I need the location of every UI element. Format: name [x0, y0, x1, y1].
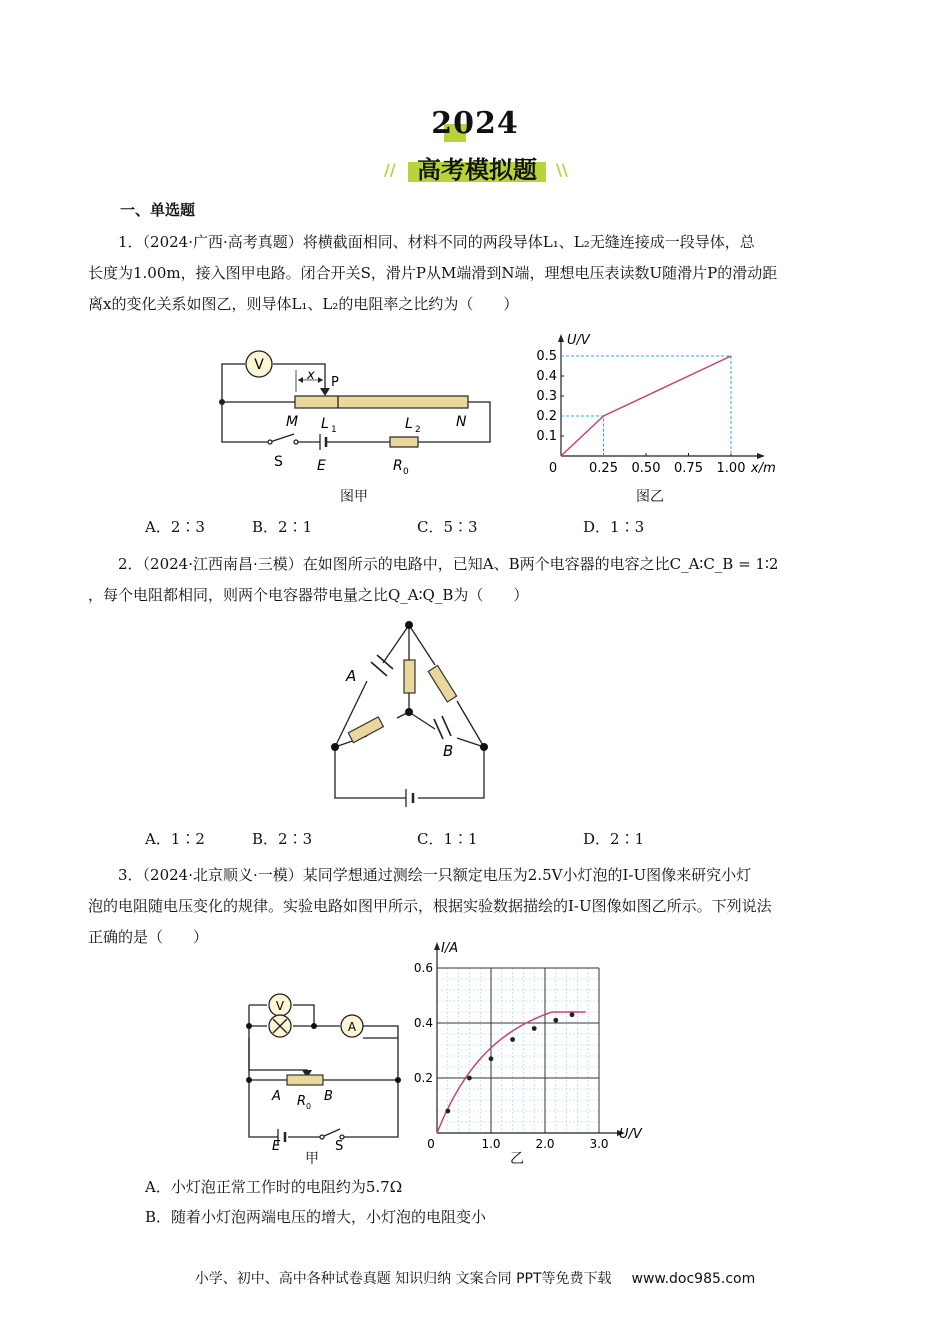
- x-tick-label: 0.50: [631, 461, 661, 476]
- switch-blade: [322, 1129, 340, 1137]
- q3-fig-b-caption: 乙: [510, 1151, 524, 1167]
- rheostat-r0: [287, 1075, 323, 1085]
- y-axis-arrow: [558, 334, 564, 342]
- y-axis-arrow: [434, 942, 440, 950]
- footer-site[interactable]: www.doc985.com: [631, 1271, 756, 1287]
- data-point: [532, 1026, 537, 1031]
- x-tick-label: 0: [548, 461, 558, 476]
- x-axis-arrow: [757, 453, 765, 459]
- rheostat-label-r0: R: [297, 1094, 307, 1109]
- y-tick-label: 0.6: [413, 961, 433, 975]
- conductor-label-l2-sub: 2: [415, 425, 421, 435]
- question-1-text: [88, 227, 860, 320]
- q2-option-a[interactable]: A．1∶2: [145, 830, 205, 848]
- x-tick-label: 0.75: [674, 461, 703, 476]
- resistor-right-edge: [428, 666, 456, 702]
- voltmeter-label: V: [275, 999, 285, 1013]
- series-line: [561, 356, 731, 456]
- data-point: [445, 1109, 450, 1114]
- y-tick-label: 0.1: [536, 429, 557, 444]
- q2-line-1: 2．（2024·江西南昌·三模）在如图所示的电路中，已知A、B两个电容器的电容之比C_A∶C_B = 1∶2: [118, 555, 779, 573]
- junction-dot: [395, 1077, 401, 1083]
- left-slash-decoration: //: [384, 160, 396, 179]
- q1-fig-b-caption: 图乙: [636, 489, 664, 505]
- junction-dot: [246, 1077, 252, 1083]
- end-label-n: N: [456, 414, 467, 430]
- conductor-bar: [295, 396, 468, 408]
- x-tick-label: 2.0: [535, 1137, 555, 1150]
- battery-label-e: E: [272, 1139, 281, 1150]
- q2-triangle-circuit: [320, 615, 500, 810]
- switch-blade: [270, 434, 294, 442]
- subtitle-banner: [402, 150, 552, 182]
- resistor-center-vertical: [404, 660, 415, 693]
- q2-option-d[interactable]: D．2∶1: [583, 830, 645, 848]
- y-tick-label: 0.4: [413, 1016, 433, 1030]
- q3-option-b[interactable]: B．随着小灯泡两端电压的增大，小灯泡的电阻变小: [145, 1208, 487, 1226]
- y-axis-label: I/A: [441, 941, 459, 956]
- rheostat-label-r0-sub: 0: [306, 1102, 312, 1111]
- q2-option-b[interactable]: B．2∶3: [252, 830, 313, 848]
- data-point: [467, 1076, 472, 1081]
- conductor-label-l1: L: [321, 416, 329, 432]
- end-label-m: M: [286, 414, 299, 430]
- capacitor-b-label: B: [443, 742, 454, 760]
- page-footer: [0, 1268, 950, 1288]
- q3-option-a[interactable]: A．小灯泡正常工作时的电阻约为5.7Ω: [145, 1178, 403, 1196]
- capacitor-a-label: A: [346, 667, 357, 685]
- x-axis-label: x/m: [751, 461, 776, 476]
- q1-line-3: 离x的变化关系如图乙，则导体L₁、L₂的电阻率之比约为（ ）: [88, 295, 519, 313]
- node-right: [480, 743, 488, 751]
- battery-label-e: E: [317, 458, 326, 474]
- x-tick-label: 1.0: [481, 1137, 501, 1150]
- x-axis-label: U/V: [619, 1127, 642, 1142]
- q1-line-2: 长度为1.00m，接入图甲电路。闭合开关S，滑片P从M端滑到N端，理想电压表读数U随滑片P的滑动距: [88, 264, 778, 282]
- rheostat-end-b-label: B: [324, 1089, 333, 1104]
- y-axis-label: U/V: [567, 333, 590, 348]
- q3-circuit-diagram: [230, 990, 410, 1150]
- conductor-label-l2: L: [405, 416, 413, 432]
- footer-text: 小学、初中、高中各种试卷真题 知识归纳 文案合同 PPT等免费下载: [194, 1271, 612, 1287]
- right-slash-decoration: \\: [556, 160, 568, 179]
- data-point: [553, 1018, 558, 1023]
- junction-dot: [246, 1023, 252, 1029]
- q3-iu-chart: [405, 940, 655, 1150]
- q1-ux-chart: [525, 330, 790, 480]
- data-point: [510, 1037, 515, 1042]
- voltmeter-label: V: [254, 357, 264, 373]
- data-point: [489, 1056, 494, 1061]
- y-tick-label: 0.2: [413, 1071, 433, 1085]
- q1-option-c[interactable]: C．5∶3: [417, 518, 478, 536]
- x-tick-label: 1.00: [716, 461, 746, 476]
- resistor-label-r0-sub: 0: [403, 467, 409, 477]
- node-left: [331, 743, 339, 751]
- x-tick-label: 0: [427, 1137, 435, 1150]
- node-top: [405, 621, 413, 629]
- ammeter-label: A: [347, 1020, 357, 1034]
- switch-label-s: S: [335, 1139, 344, 1150]
- capacitor-a-plate-1: [377, 655, 393, 669]
- y-tick-label: 0.4: [536, 369, 557, 384]
- q3-fig-a-caption: 甲: [305, 1151, 319, 1167]
- capacitor-a-plate-2: [371, 662, 387, 676]
- y-tick-label: 0.5: [536, 349, 557, 364]
- node-center: [405, 708, 413, 716]
- capacitor-b-plate-1: [434, 719, 443, 739]
- section-title: 一、单选题: [120, 201, 196, 219]
- question-2-text: [88, 549, 860, 611]
- slider-arrow: [320, 388, 330, 396]
- q1-circuit-diagram: [210, 340, 510, 510]
- q3-line-2: 泡的电阻随电压变化的规律。实验电路如图甲所示，根据实验数据描绘的I-U图像如图乙所示。下列说法: [88, 897, 772, 915]
- wire: [222, 364, 245, 402]
- resistor-center-left: [348, 717, 383, 743]
- wire: [363, 1026, 398, 1038]
- slider-label-p: P: [331, 375, 339, 390]
- y-tick-label: 0.3: [536, 389, 557, 404]
- q1-option-b[interactable]: B．2∶1: [252, 518, 313, 536]
- junction-dot: [219, 399, 225, 405]
- resistor-label-r0: R: [393, 458, 403, 474]
- resistor-r0: [390, 437, 418, 447]
- switch-label-s: S: [274, 454, 283, 470]
- q1-line-1: 1．（2024·广西·高考真题）将横截面相同、材料不同的两段导体L₁、L₂无缝连接成一段导体，总: [118, 233, 755, 251]
- x-tick-label: 3.0: [589, 1137, 609, 1150]
- q2-line-2: ，每个电阻都相同，则两个电容器带电量之比Q_A∶Q_B为（ ）: [88, 586, 529, 604]
- q1-option-a[interactable]: A．2∶3: [145, 518, 205, 536]
- y-tick-label: 0.2: [536, 409, 557, 424]
- x-tick-label: 0.25: [589, 461, 618, 476]
- q3-line-3: 正确的是（ ）: [88, 928, 209, 946]
- q1-fig-a-caption: 图甲: [340, 489, 368, 505]
- rheostat-end-a-label: A: [272, 1089, 281, 1104]
- capacitor-b-plate-2: [442, 716, 451, 736]
- q2-option-c[interactable]: C．1∶1: [417, 830, 478, 848]
- fit-curve: [437, 1012, 586, 1133]
- guide-dashed-end: [561, 356, 731, 456]
- wire-to-slider: [273, 364, 325, 392]
- junction-dot: [311, 1023, 317, 1029]
- page-year: 2024: [431, 106, 519, 141]
- page-subtitle: 高考模拟题: [417, 156, 537, 184]
- data-point: [570, 1012, 575, 1017]
- q3-line-1: 3．（2024·北京顺义·一模）某同学想通过测绘一只额定电压为2.5V小灯泡的I-U图像来研究小灯: [118, 866, 752, 884]
- conductor-label-l1-sub: 1: [331, 425, 337, 435]
- q1-option-d[interactable]: D．1∶3: [583, 518, 645, 536]
- x-label: x: [307, 368, 315, 383]
